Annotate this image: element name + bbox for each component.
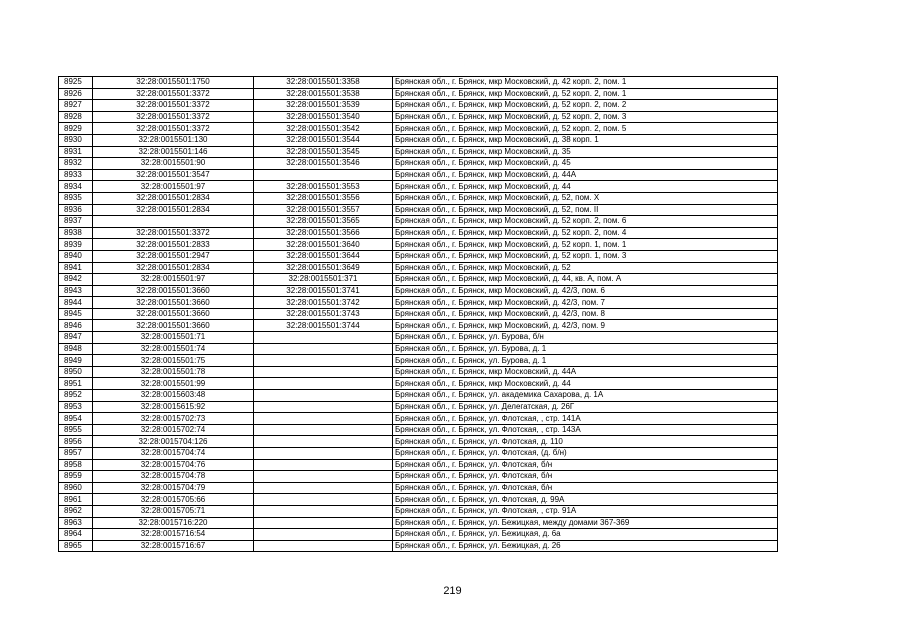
row-number-cell: 8950 [59, 366, 93, 378]
table-row [59, 308, 778, 320]
table-row [59, 146, 778, 158]
cadastral-number-cell: 32:28:0015501:3372 [93, 88, 254, 100]
table-row [59, 227, 778, 239]
cadastral-number-cell: 32:28:0015702:74 [93, 424, 254, 436]
row-number-cell: 8937 [59, 216, 93, 228]
linked-cadastral-number-cell [254, 436, 393, 448]
row-number-cell: 8928 [59, 111, 93, 123]
address-cell: Брянская обл., г. Брянск, мкр Московский, д. 52, пом. II [393, 204, 778, 216]
table-row [59, 366, 778, 378]
cadastral-number-cell: 32:28:0015702:73 [93, 413, 254, 425]
cadastral-number-cell: 32:28:0015501:3372 [93, 111, 254, 123]
linked-cadastral-number-cell: 32:28:0015501:3741 [254, 285, 393, 297]
linked-cadastral-number-cell: 32:28:0015501:3649 [254, 262, 393, 274]
row-number-cell: 8953 [59, 401, 93, 413]
cadastral-number-cell: 32:28:0015501:90 [93, 158, 254, 170]
cadastral-number-cell: 32:28:0015716:220 [93, 517, 254, 529]
table-row [59, 332, 778, 344]
linked-cadastral-number-cell [254, 378, 393, 390]
cadastral-number-cell: 32:28:0015705:71 [93, 505, 254, 517]
linked-cadastral-number-cell [254, 505, 393, 517]
address-cell: Брянская обл., г. Брянск, ул. Бежицкая, д. 6а [393, 529, 778, 541]
row-number-cell: 8939 [59, 239, 93, 251]
table-row [59, 77, 778, 89]
table-row [59, 239, 778, 251]
address-cell: Брянская обл., г. Брянск, мкр Московский, д. 52 корп. 2, пом. 6 [393, 216, 778, 228]
linked-cadastral-number-cell: 32:28:0015501:3545 [254, 146, 393, 158]
address-cell: Брянская обл., г. Брянск, мкр Московский, д. 52, пом. X [393, 192, 778, 204]
row-number-cell: 8959 [59, 471, 93, 483]
address-cell: Брянская обл., г. Брянск, мкр Московский, д. 44А [393, 366, 778, 378]
linked-cadastral-number-cell: 32:28:0015501:3553 [254, 181, 393, 193]
row-number-cell: 8955 [59, 424, 93, 436]
cadastral-number-cell: 32:28:0015501:78 [93, 366, 254, 378]
cadastral-number-cell: 32:28:0015501:3660 [93, 297, 254, 309]
row-number-cell: 8936 [59, 204, 93, 216]
address-cell: Брянская обл., г. Брянск, ул. академика Сахарова, д. 1А [393, 390, 778, 402]
address-cell: Брянская обл., г. Брянск, ул. Флотская, , стр. 143А [393, 424, 778, 436]
cadastral-number-cell: 32:28:0015704:79 [93, 482, 254, 494]
registry-table-body [59, 77, 778, 552]
row-number-cell: 8963 [59, 517, 93, 529]
linked-cadastral-number-cell [254, 459, 393, 471]
address-cell: Брянская обл., г. Брянск, ул. Делегатская, д. 26Г [393, 401, 778, 413]
cadastral-number-cell: 32:28:0015501:97 [93, 274, 254, 286]
table-row [59, 448, 778, 460]
address-cell: Брянская обл., г. Брянск, ул. Флотская, , стр. 91А [393, 505, 778, 517]
linked-cadastral-number-cell: 32:28:0015501:3556 [254, 192, 393, 204]
row-number-cell: 8945 [59, 308, 93, 320]
row-number-cell: 8956 [59, 436, 93, 448]
linked-cadastral-number-cell [254, 424, 393, 436]
address-cell: Брянская обл., г. Брянск, мкр Московский, д. 44, кв. А, пом. А [393, 274, 778, 286]
table-row [59, 204, 778, 216]
table-row [59, 529, 778, 541]
registry-table [58, 76, 778, 552]
cadastral-number-cell: 32:28:0015501:2834 [93, 262, 254, 274]
address-cell: Брянская обл., г. Брянск, мкр Московский, д. 45 [393, 158, 778, 170]
linked-cadastral-number-cell [254, 366, 393, 378]
row-number-cell: 8958 [59, 459, 93, 471]
table-row [59, 111, 778, 123]
table-row [59, 343, 778, 355]
row-number-cell: 8961 [59, 494, 93, 506]
cadastral-number-cell: 32:28:0015603:48 [93, 390, 254, 402]
table-row [59, 262, 778, 274]
table-row [59, 517, 778, 529]
address-cell: Брянская обл., г. Брянск, мкр Московский, д. 52 корп. 2, пом. 4 [393, 227, 778, 239]
cadastral-number-cell: 32:28:0015501:97 [93, 181, 254, 193]
cadastral-number-cell: 32:28:0015501:3372 [93, 123, 254, 135]
row-number-cell: 8943 [59, 285, 93, 297]
row-number-cell: 8926 [59, 88, 93, 100]
address-cell: Брянская обл., г. Брянск, мкр Московский, д. 42 корп. 2, пом. 1 [393, 77, 778, 89]
table-row [59, 297, 778, 309]
row-number-cell: 8947 [59, 332, 93, 344]
row-number-cell: 8940 [59, 250, 93, 262]
cadastral-number-cell: 32:28:0015704:74 [93, 448, 254, 460]
cadastral-number-cell: 32:28:0015501:3660 [93, 285, 254, 297]
address-cell: Брянская обл., г. Брянск, ул. Флотская, д. 99А [393, 494, 778, 506]
cadastral-number-cell: 32:28:0015716:54 [93, 529, 254, 541]
linked-cadastral-number-cell [254, 471, 393, 483]
cadastral-number-cell: 32:28:0015704:126 [93, 436, 254, 448]
linked-cadastral-number-cell: 32:28:0015501:371 [254, 274, 393, 286]
table-row [59, 494, 778, 506]
table-row [59, 413, 778, 425]
cadastral-number-cell: 32:28:0015501:71 [93, 332, 254, 344]
linked-cadastral-number-cell: 32:28:0015501:3640 [254, 239, 393, 251]
table-row [59, 274, 778, 286]
address-cell: Брянская обл., г. Брянск, мкр Московский, д. 52 корп. 2, пом. 2 [393, 100, 778, 112]
row-number-cell: 8930 [59, 134, 93, 146]
cadastral-number-cell: 32:28:0015704:78 [93, 471, 254, 483]
row-number-cell: 8960 [59, 482, 93, 494]
linked-cadastral-number-cell [254, 390, 393, 402]
cadastral-number-cell: 32:28:0015705:66 [93, 494, 254, 506]
row-number-cell: 8933 [59, 169, 93, 181]
linked-cadastral-number-cell [254, 540, 393, 552]
address-cell: Брянская обл., г. Брянск, ул. Бурова, д. 1 [393, 343, 778, 355]
linked-cadastral-number-cell: 32:28:0015501:3557 [254, 204, 393, 216]
table-row [59, 436, 778, 448]
linked-cadastral-number-cell: 32:28:0015501:3539 [254, 100, 393, 112]
linked-cadastral-number-cell [254, 401, 393, 413]
table-row [59, 123, 778, 135]
address-cell: Брянская обл., г. Брянск, ул. Бурова, д. 1 [393, 355, 778, 367]
address-cell: Брянская обл., г. Брянск, мкр Московский, д. 44 [393, 181, 778, 193]
row-number-cell: 8949 [59, 355, 93, 367]
row-number-cell: 8957 [59, 448, 93, 460]
linked-cadastral-number-cell [254, 413, 393, 425]
table-row [59, 181, 778, 193]
cadastral-number-cell: 32:28:0015501:1750 [93, 77, 254, 89]
address-cell: Брянская обл., г. Брянск, ул. Бурова, б/н [393, 332, 778, 344]
linked-cadastral-number-cell: 32:28:0015501:3546 [254, 158, 393, 170]
linked-cadastral-number-cell: 32:28:0015501:3742 [254, 297, 393, 309]
table-row [59, 471, 778, 483]
address-cell: Брянская обл., г. Брянск, мкр Московский, д. 35 [393, 146, 778, 158]
address-cell: Брянская обл., г. Брянск, мкр Московский, д. 52 [393, 262, 778, 274]
cadastral-number-cell: 32:28:0015501:2834 [93, 192, 254, 204]
address-cell: Брянская обл., г. Брянск, мкр Московский, д. 42/3, пом. 9 [393, 320, 778, 332]
row-number-cell: 8931 [59, 146, 93, 158]
address-cell: Брянская обл., г. Брянск, мкр Московский, д. 42/3, пом. 8 [393, 308, 778, 320]
table-row [59, 250, 778, 262]
address-cell: Брянская обл., г. Брянск, мкр Московский, д. 52 корп. 1, пом. 3 [393, 250, 778, 262]
page-number: 219 [443, 585, 462, 597]
linked-cadastral-number-cell: 32:28:0015501:3743 [254, 308, 393, 320]
table-row [59, 401, 778, 413]
cadastral-number-cell: 32:28:0015716:67 [93, 540, 254, 552]
linked-cadastral-number-cell: 32:28:0015501:3358 [254, 77, 393, 89]
table-row [59, 158, 778, 170]
table-row [59, 88, 778, 100]
linked-cadastral-number-cell [254, 355, 393, 367]
address-cell: Брянская обл., г. Брянск, мкр Московский, д. 44 [393, 378, 778, 390]
cadastral-number-cell: 32:28:0015501:2947 [93, 250, 254, 262]
cadastral-number-cell: 32:28:0015501:3660 [93, 308, 254, 320]
linked-cadastral-number-cell: 32:28:0015501:3542 [254, 123, 393, 135]
row-number-cell: 8941 [59, 262, 93, 274]
table-row [59, 285, 778, 297]
cadastral-number-cell: 32:28:0015501:75 [93, 355, 254, 367]
cadastral-number-cell [93, 216, 254, 228]
address-cell: Брянская обл., г. Брянск, мкр Московский, д. 52 корп. 2, пом. 5 [393, 123, 778, 135]
row-number-cell: 8952 [59, 390, 93, 402]
linked-cadastral-number-cell: 32:28:0015501:3744 [254, 320, 393, 332]
table-row [59, 540, 778, 552]
cadastral-number-cell: 32:28:0015501:2834 [93, 204, 254, 216]
linked-cadastral-number-cell [254, 332, 393, 344]
cadastral-number-cell: 32:28:0015501:2833 [93, 239, 254, 251]
table-row [59, 320, 778, 332]
linked-cadastral-number-cell [254, 529, 393, 541]
address-cell: Брянская обл., г. Брянск, ул. Флотская, д. 110 [393, 436, 778, 448]
address-cell: Брянская обл., г. Брянск, мкр Московский, д. 52 корп. 1, пом. 1 [393, 239, 778, 251]
row-number-cell: 8948 [59, 343, 93, 355]
table-row [59, 134, 778, 146]
linked-cadastral-number-cell: 32:28:0015501:3565 [254, 216, 393, 228]
row-number-cell: 8938 [59, 227, 93, 239]
linked-cadastral-number-cell: 32:28:0015501:3544 [254, 134, 393, 146]
row-number-cell: 8964 [59, 529, 93, 541]
cadastral-number-cell: 32:28:0015501:3372 [93, 227, 254, 239]
linked-cadastral-number-cell: 32:28:0015501:3644 [254, 250, 393, 262]
table-row [59, 100, 778, 112]
cadastral-number-cell: 32:28:0015501:146 [93, 146, 254, 158]
linked-cadastral-number-cell: 32:28:0015501:3566 [254, 227, 393, 239]
table-row [59, 390, 778, 402]
linked-cadastral-number-cell [254, 517, 393, 529]
table-row [59, 459, 778, 471]
table-row [59, 482, 778, 494]
address-cell: Брянская обл., г. Брянск, мкр Московский, д. 44А [393, 169, 778, 181]
linked-cadastral-number-cell [254, 448, 393, 460]
linked-cadastral-number-cell [254, 494, 393, 506]
cadastral-number-cell: 32:28:0015501:3547 [93, 169, 254, 181]
table-row [59, 505, 778, 517]
cadastral-number-cell: 32:28:0015501:74 [93, 343, 254, 355]
linked-cadastral-number-cell [254, 169, 393, 181]
row-number-cell: 8951 [59, 378, 93, 390]
cadastral-number-cell: 32:28:0015501:130 [93, 134, 254, 146]
row-number-cell: 8962 [59, 505, 93, 517]
row-number-cell: 8927 [59, 100, 93, 112]
address-cell: Брянская обл., г. Брянск, ул. Флотская, (д. б/н) [393, 448, 778, 460]
cadastral-number-cell: 32:28:0015501:3372 [93, 100, 254, 112]
address-cell: Брянская обл., г. Брянск, ул. Бежицкая, д. 26 [393, 540, 778, 552]
table-row [59, 169, 778, 181]
row-number-cell: 8932 [59, 158, 93, 170]
row-number-cell: 8935 [59, 192, 93, 204]
linked-cadastral-number-cell: 32:28:0015501:3540 [254, 111, 393, 123]
row-number-cell: 8934 [59, 181, 93, 193]
row-number-cell: 8946 [59, 320, 93, 332]
row-number-cell: 8944 [59, 297, 93, 309]
address-cell: Брянская обл., г. Брянск, мкр Московский, д. 52 корп. 2, пом. 3 [393, 111, 778, 123]
cadastral-number-cell: 32:28:0015501:3660 [93, 320, 254, 332]
address-cell: Брянская обл., г. Брянск, ул. Флотская, , стр. 141А [393, 413, 778, 425]
address-cell: Брянская обл., г. Брянск, ул. Бежицкая, между домами 367-369 [393, 517, 778, 529]
address-cell: Брянская обл., г. Брянск, ул. Флотская, б/н [393, 471, 778, 483]
address-cell: Брянская обл., г. Брянск, мкр Московский, д. 42/3, пом. 6 [393, 285, 778, 297]
table-row [59, 216, 778, 228]
address-cell: Брянская обл., г. Брянск, ул. Флотская, б/н [393, 459, 778, 471]
table-row [59, 424, 778, 436]
cadastral-number-cell: 32:28:0015501:99 [93, 378, 254, 390]
address-cell: Брянская обл., г. Брянск, ул. Флотская, б/н [393, 482, 778, 494]
linked-cadastral-number-cell [254, 343, 393, 355]
row-number-cell: 8929 [59, 123, 93, 135]
row-number-cell: 8954 [59, 413, 93, 425]
table-row [59, 378, 778, 390]
address-cell: Брянская обл., г. Брянск, мкр Московский, д. 38 корп. 1 [393, 134, 778, 146]
cadastral-number-cell: 32:28:0015615:92 [93, 401, 254, 413]
linked-cadastral-number-cell: 32:28:0015501:3538 [254, 88, 393, 100]
row-number-cell: 8965 [59, 540, 93, 552]
table-row [59, 355, 778, 367]
table-row [59, 192, 778, 204]
address-cell: Брянская обл., г. Брянск, мкр Московский, д. 42/3, пом. 7 [393, 297, 778, 309]
address-cell: Брянская обл., г. Брянск, мкр Московский, д. 52 корп. 2, пом. 1 [393, 88, 778, 100]
cadastral-number-cell: 32:28:0015704:76 [93, 459, 254, 471]
row-number-cell: 8925 [59, 77, 93, 89]
linked-cadastral-number-cell [254, 482, 393, 494]
row-number-cell: 8942 [59, 274, 93, 286]
